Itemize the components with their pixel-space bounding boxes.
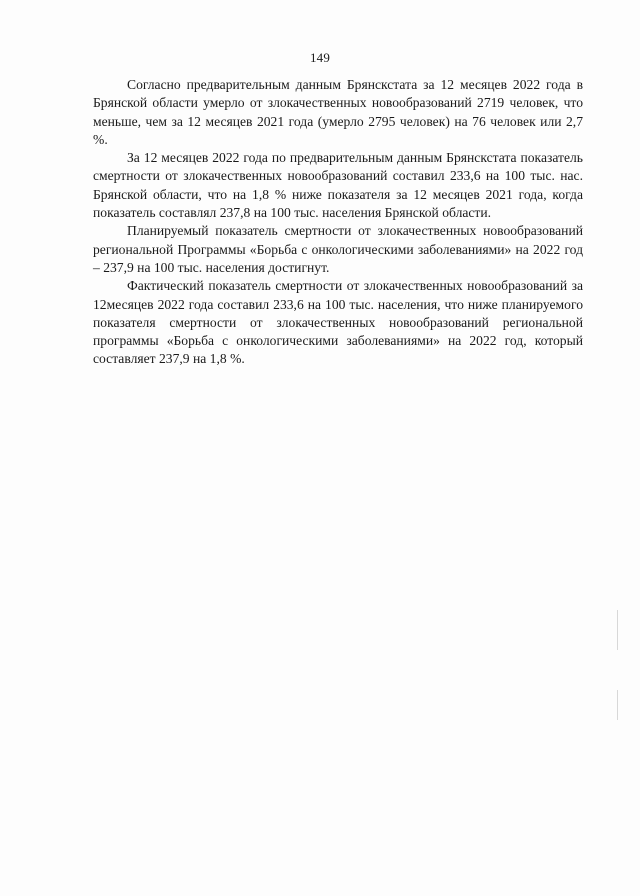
paragraph-mortality-count: Согласно предварительным данным Брянскстата за 12 месяцев 2022 года в Брянской области умерло от злокачественных новообразований 2719 человек, что меньше, чем за 12 месяцев 2021 года (умерло 2795 человек) на 76 человек или 2,7 %. [93, 77, 583, 147]
paragraph-planned-indicator: Планируемый показатель смертности от злокачественных новообразований региональной Программы «Борьба с онкологическими заболеваниями» на 2022 год – 237,9 на 100 тыс. населения достигнут. [93, 223, 583, 275]
paragraph-mortality-rate: За 12 месяцев 2022 года по предварительным данным Брянскстата показатель смертности от злокачественных новообразований составил 233,6 на 100 тыс. нас. Брянской области, что на 1,8 % ниже показателя за 12 месяцев 2021 года, когда показатель составлял 237,8 на 100 тыс. населения Брянской области. [93, 150, 583, 221]
page-number: 149 [309, 50, 331, 65]
paragraph-actual-indicator: Фактический показатель смертности от злокачественных новообразований за 12месяцев 2022 года составил 233,6 на 100 тыс. населения, что ниже планируемого показателя смертности от злокачественных новообразований региональной программы «Борьба с онкологическими заболеваниями» на 2022 год, который составляет 237,9 на 1,8 %. [93, 278, 583, 367]
document-body [93, 76, 583, 369]
scan-edge-mark [617, 690, 618, 720]
scan-edge-mark [617, 610, 618, 650]
